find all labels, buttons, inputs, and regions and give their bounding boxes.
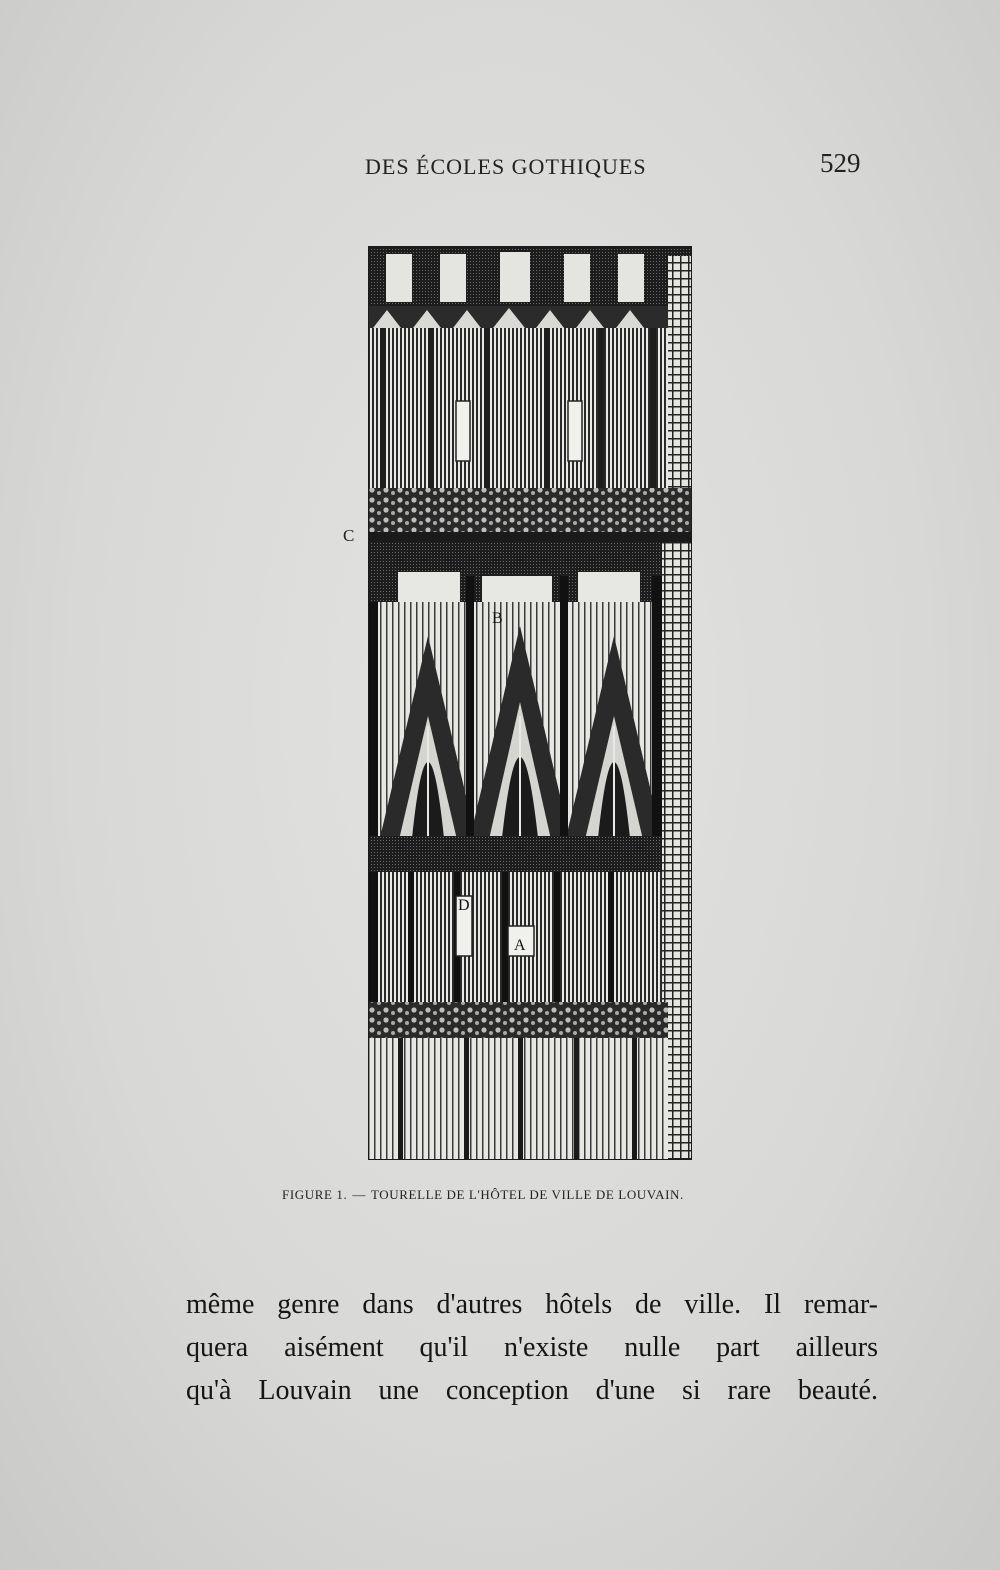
figure-label-d: D — [458, 897, 470, 914]
figure-label-a: A — [514, 937, 526, 954]
figure-label-c: C — [343, 526, 355, 545]
figure-caption — [282, 1187, 782, 1203]
figure-engraving — [368, 246, 692, 1160]
body-line-1: même genre dans d'autres hôtels de ville. Il remar- — [186, 1289, 878, 1320]
caption-number: FIGURE 1. — [282, 1187, 348, 1202]
figure-label-b: B — [492, 610, 503, 627]
body-paragraph — [186, 1283, 878, 1412]
body-line-3: qu'à Louvain une conception d'une si rare beauté. — [186, 1375, 878, 1406]
caption-title: TOURELLE DE L'HÔTEL DE VILLE DE LOUVAIN. — [370, 1187, 684, 1202]
running-head: DES ÉCOLES GOTHIQUES — [365, 154, 647, 179]
page-number: 529 — [820, 148, 861, 178]
caption-separator: — — [352, 1187, 366, 1202]
body-line-2: quera aisément qu'il n'existe nulle part ailleurs — [186, 1332, 878, 1363]
